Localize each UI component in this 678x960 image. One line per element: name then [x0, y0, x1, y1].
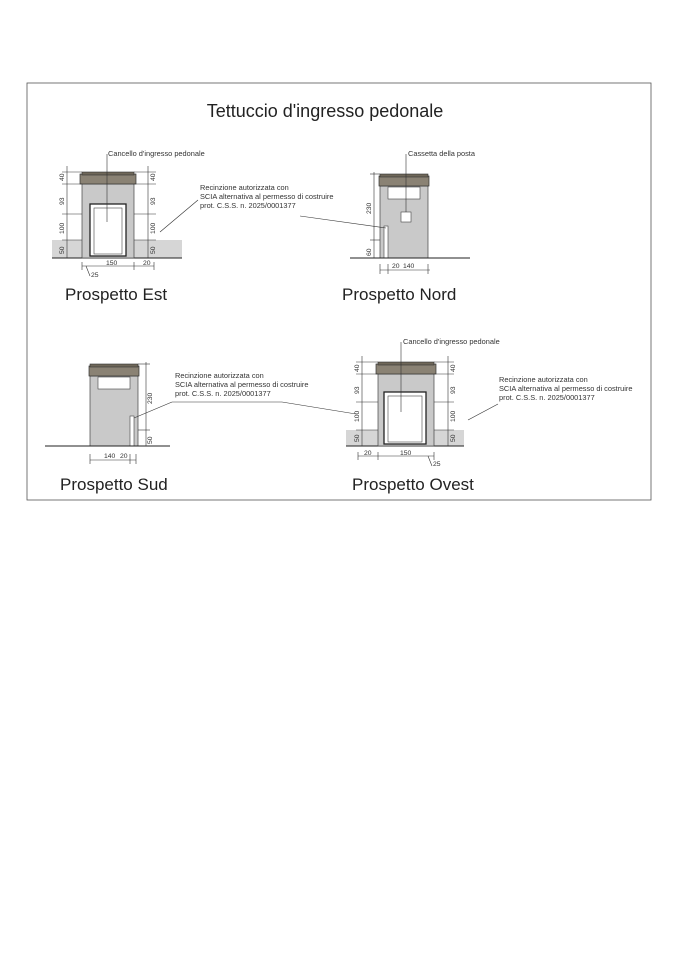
sud-fence-note-2: SCIA alternativa al permesso di costruire: [175, 380, 309, 389]
ovest-fence-note-3: prot. C.S.S. n. 2025/0001377: [499, 393, 595, 402]
ovest-dim-50-left: 50: [354, 434, 361, 442]
ovest-dim-100-right: 100: [450, 410, 457, 422]
ovest-dim-50-right: 50: [450, 434, 457, 442]
est-dim-150: 150: [106, 260, 118, 267]
est-fence-note-2: SCIA alternativa al permesso di costruire: [200, 192, 334, 201]
ovest-dim-93-right: 93: [450, 386, 457, 394]
ovest-dim-tag: 25: [433, 461, 441, 468]
est-dim-tag: 25: [91, 272, 99, 279]
nord-mailbox-note: Cassetta della posta: [408, 149, 475, 158]
ovest-fence-note-2: SCIA alternativa al permesso di costruire: [499, 384, 633, 393]
nord-mailbox: [401, 212, 411, 222]
nord-dim-230: 230: [366, 202, 373, 214]
est-roof: [80, 174, 136, 184]
est-dim-40-right: 40: [150, 173, 157, 181]
est-dim-100-right: 100: [150, 222, 157, 234]
est-dim-50-left: 50: [59, 246, 66, 254]
ovest-dim-40-left: 40: [354, 364, 361, 372]
est-gate-note: Cancello d'ingresso pedonale: [108, 149, 205, 158]
est-fence-note-1: Recinzione autorizzata con: [200, 183, 289, 192]
sud-fence-note-3: prot. C.S.S. n. 2025/0001377: [175, 389, 271, 398]
est-dim-20: 20: [143, 260, 151, 267]
ovest-dim-150: 150: [400, 450, 412, 457]
nord-roof: [379, 176, 429, 186]
ovest-dim-93-left: 93: [354, 386, 361, 394]
drawing-title: Tettuccio d'ingresso pedonale: [206, 101, 444, 121]
ovest-dim-40-right: 40: [450, 364, 457, 372]
est-dim-93-left: 93: [59, 197, 66, 205]
ovest-dim-20: 20: [364, 450, 372, 457]
est-fence-note-3: prot. C.S.S. n. 2025/0001377: [200, 201, 296, 210]
nord-label: Prospetto Nord: [342, 285, 457, 304]
nord-dim-60: 60: [366, 248, 373, 256]
sud-header-slot: [98, 377, 130, 389]
nord-dim-20: 20: [392, 263, 400, 270]
ovest-roof: [376, 364, 436, 374]
sud-label: Prospetto Sud: [60, 475, 168, 494]
sud-fence-note-1: Recinzione autorizzata con: [175, 371, 264, 380]
est-label: Prospetto Est: [65, 285, 168, 304]
est-dim-50-right: 50: [150, 246, 157, 254]
sud-dim-230: 230: [147, 392, 154, 404]
sud-dim-50: 50: [147, 436, 154, 444]
ovest-label: Prospetto Ovest: [352, 475, 474, 494]
sud-dim-140: 140: [104, 453, 116, 460]
est-dim-100-left: 100: [59, 222, 66, 234]
nord-dim-140: 140: [403, 263, 415, 270]
est-dim-40-left: 40: [59, 173, 66, 181]
ovest-fence-note-1: Recinzione autorizzata con: [499, 375, 588, 384]
ovest-gate-note: Cancello d'ingresso pedonale: [403, 337, 500, 346]
nord-header-slot: [388, 187, 420, 199]
sud-roof: [89, 366, 139, 376]
ovest-dim-100-left: 100: [354, 410, 361, 422]
est-dim-93-right: 93: [150, 197, 157, 205]
sud-dim-20: 20: [120, 453, 128, 460]
